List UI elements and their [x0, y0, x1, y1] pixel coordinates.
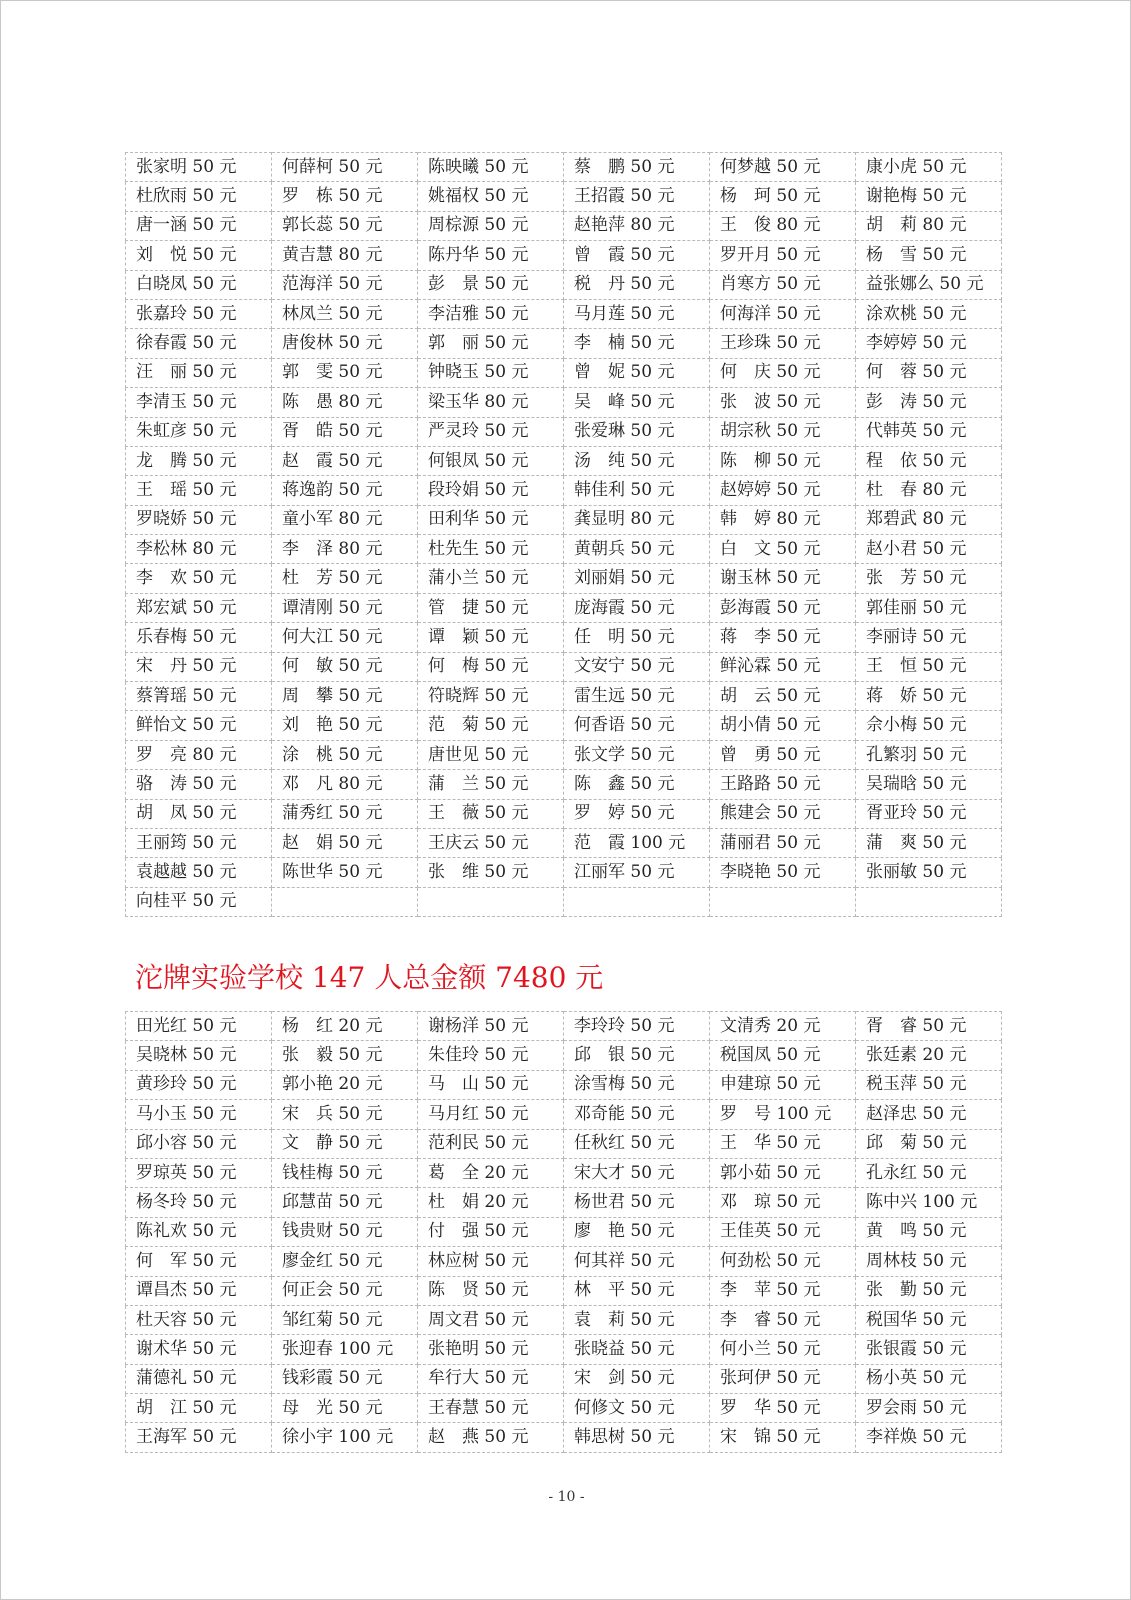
donor-cell: 胡 云 50 元 [710, 682, 856, 711]
donor-cell: 唐世见 50 元 [418, 740, 564, 769]
donor-cell: 杨冬玲 50 元 [126, 1188, 272, 1217]
donor-cell: 雷生远 50 元 [564, 682, 710, 711]
donor-cell: 李清玉 50 元 [126, 388, 272, 417]
donor-cell: 郭小艳 20 元 [272, 1070, 418, 1099]
donor-cell: 程 依 50 元 [856, 446, 1002, 475]
donor-cell: 周林枝 50 元 [856, 1247, 1002, 1276]
donor-cell: 邓奇能 50 元 [564, 1100, 710, 1129]
donor-cell: 曾 霞 50 元 [564, 241, 710, 270]
donor-cell: 田利华 50 元 [418, 505, 564, 534]
donor-cell: 姚福权 50 元 [418, 182, 564, 211]
donor-cell: 林凤兰 50 元 [272, 299, 418, 328]
donor-cell: 杨 红 20 元 [272, 1012, 418, 1041]
donor-cell: 鲜怡文 50 元 [126, 711, 272, 740]
donor-table-2-body [126, 1012, 1002, 1453]
donor-cell: 严灵玲 50 元 [418, 417, 564, 446]
donor-cell: 王珍珠 50 元 [710, 329, 856, 358]
donor-cell: 王丽筠 50 元 [126, 828, 272, 857]
donor-cell: 徐小宇 100 元 [272, 1423, 418, 1452]
donor-cell: 张 波 50 元 [710, 388, 856, 417]
donor-cell: 曾 勇 50 元 [710, 740, 856, 769]
donor-cell: 杜 春 80 元 [856, 476, 1002, 505]
donor-cell: 蒲 爽 50 元 [856, 828, 1002, 857]
donor-cell: 徐春霞 50 元 [126, 329, 272, 358]
donor-cell: 黄珍玲 50 元 [126, 1070, 272, 1099]
donor-cell: 郭长蕊 50 元 [272, 211, 418, 240]
donor-cell [710, 887, 856, 916]
donor-cell: 邓 琼 50 元 [710, 1188, 856, 1217]
donor-cell: 李 睿 50 元 [710, 1305, 856, 1334]
donor-cell: 汤 纯 50 元 [564, 446, 710, 475]
donor-cell: 何 蓉 50 元 [856, 358, 1002, 387]
donor-cell: 林 平 50 元 [564, 1276, 710, 1305]
table-row [126, 211, 1002, 240]
donor-cell: 何 军 50 元 [126, 1247, 272, 1276]
donor-cell: 彭 涛 50 元 [856, 388, 1002, 417]
donor-cell: 蔡 鹏 50 元 [564, 153, 710, 182]
donor-cell: 何正会 50 元 [272, 1276, 418, 1305]
donor-cell: 赵 霞 50 元 [272, 446, 418, 475]
donor-cell: 邹红菊 50 元 [272, 1305, 418, 1334]
donor-cell: 黄 鸣 50 元 [856, 1217, 1002, 1246]
donor-cell: 袁 莉 50 元 [564, 1305, 710, 1334]
donor-cell: 蒋 娇 50 元 [856, 682, 1002, 711]
table-row [126, 446, 1002, 475]
donor-cell: 童小军 80 元 [272, 505, 418, 534]
donor-cell: 李丽诗 50 元 [856, 623, 1002, 652]
donor-cell: 宋 兵 50 元 [272, 1100, 418, 1129]
donor-cell: 韩思树 50 元 [564, 1423, 710, 1452]
donor-cell: 马月红 50 元 [418, 1100, 564, 1129]
donor-cell: 罗 亮 80 元 [126, 740, 272, 769]
donor-cell: 张家明 50 元 [126, 153, 272, 182]
donor-cell: 赵婷婷 50 元 [710, 476, 856, 505]
donor-cell: 张 勤 50 元 [856, 1276, 1002, 1305]
donor-cell: 刘 悦 50 元 [126, 241, 272, 270]
table-row [126, 1129, 1002, 1158]
donor-cell: 郑宏斌 50 元 [126, 593, 272, 622]
table-row [126, 1158, 1002, 1187]
donor-cell: 蔡箐瑶 50 元 [126, 682, 272, 711]
donor-cell: 郭小茹 50 元 [710, 1158, 856, 1187]
donor-cell: 罗 华 50 元 [710, 1394, 856, 1423]
table-row [126, 828, 1002, 857]
donor-cell: 吴晓林 50 元 [126, 1041, 272, 1070]
table-row [126, 1041, 1002, 1070]
section-title: 沱牌实验学校 147 人总金额 7480 元 [135, 961, 604, 994]
donor-cell: 王 俊 80 元 [710, 211, 856, 240]
donor-cell: 胡宗秋 50 元 [710, 417, 856, 446]
donor-cell: 宋大才 50 元 [564, 1158, 710, 1187]
donor-cell: 何梦越 50 元 [710, 153, 856, 182]
donor-table-1 [125, 152, 1002, 917]
donor-cell: 李 苹 50 元 [710, 1276, 856, 1305]
donor-cell: 郭 丽 50 元 [418, 329, 564, 358]
table-row [126, 1188, 1002, 1217]
donor-cell: 何修文 50 元 [564, 1394, 710, 1423]
donor-cell: 杨 雪 50 元 [856, 241, 1002, 270]
donor-cell: 蒲秀红 50 元 [272, 799, 418, 828]
donor-cell: 何大江 50 元 [272, 623, 418, 652]
donor-cell: 文安宁 50 元 [564, 652, 710, 681]
donor-cell: 葛 全 20 元 [418, 1158, 564, 1187]
donor-cell: 杜欣雨 50 元 [126, 182, 272, 211]
table-row [126, 329, 1002, 358]
donor-cell: 袁越越 50 元 [126, 858, 272, 887]
donor-cell: 何 敏 50 元 [272, 652, 418, 681]
donor-cell: 周文君 50 元 [418, 1305, 564, 1334]
donor-cell: 杨世君 50 元 [564, 1188, 710, 1217]
donor-cell: 张文学 50 元 [564, 740, 710, 769]
donor-cell: 胡 江 50 元 [126, 1394, 272, 1423]
donor-cell: 罗开月 50 元 [710, 241, 856, 270]
donor-cell: 朱虹彦 50 元 [126, 417, 272, 446]
table-row [126, 1217, 1002, 1246]
table-row [126, 1335, 1002, 1364]
table-row [126, 388, 1002, 417]
donor-cell: 罗琼英 50 元 [126, 1158, 272, 1187]
donor-cell: 张珂伊 50 元 [710, 1364, 856, 1393]
donor-cell: 田光红 50 元 [126, 1012, 272, 1041]
donor-cell: 胥 睿 50 元 [856, 1012, 1002, 1041]
donor-cell: 蒲丽君 50 元 [710, 828, 856, 857]
donor-cell: 李 欢 50 元 [126, 564, 272, 593]
donor-cell: 谢玉林 50 元 [710, 564, 856, 593]
donor-cell: 宋 锦 50 元 [710, 1423, 856, 1452]
table-row [126, 564, 1002, 593]
donor-cell: 申建琼 50 元 [710, 1070, 856, 1099]
donor-cell: 张晓益 50 元 [564, 1335, 710, 1364]
donor-cell: 李洁雅 50 元 [418, 299, 564, 328]
donor-cell: 蒋 李 50 元 [710, 623, 856, 652]
donor-cell: 胥 皓 50 元 [272, 417, 418, 446]
donor-cell: 段玲娟 50 元 [418, 476, 564, 505]
donor-cell: 郭 雯 50 元 [272, 358, 418, 387]
donor-cell: 谭清刚 50 元 [272, 593, 418, 622]
donor-cell: 杜先生 50 元 [418, 535, 564, 564]
donor-cell: 罗会雨 50 元 [856, 1394, 1002, 1423]
donor-cell: 杨小英 50 元 [856, 1364, 1002, 1393]
donor-cell: 郭佳丽 50 元 [856, 593, 1002, 622]
donor-cell: 罗 婷 50 元 [564, 799, 710, 828]
donor-cell: 谢杨洋 50 元 [418, 1012, 564, 1041]
donor-cell: 何小兰 50 元 [710, 1335, 856, 1364]
table-row [126, 270, 1002, 299]
donor-cell: 周 攀 50 元 [272, 682, 418, 711]
donor-cell: 彭海霞 50 元 [710, 593, 856, 622]
donor-cell: 佘小梅 50 元 [856, 711, 1002, 740]
donor-cell: 张嘉玲 50 元 [126, 299, 272, 328]
donor-cell: 黄吉慧 80 元 [272, 241, 418, 270]
table-row [126, 682, 1002, 711]
donor-cell: 蒋逸韵 50 元 [272, 476, 418, 505]
donor-cell: 白晓凤 50 元 [126, 270, 272, 299]
donor-cell: 唐俊林 50 元 [272, 329, 418, 358]
donor-cell: 王 华 50 元 [710, 1129, 856, 1158]
donor-cell: 张迎春 100 元 [272, 1335, 418, 1364]
donor-cell: 罗 号 100 元 [710, 1100, 856, 1129]
donor-cell: 涂雪梅 50 元 [564, 1070, 710, 1099]
donor-cell: 王 薇 50 元 [418, 799, 564, 828]
donor-cell: 何劲松 50 元 [710, 1247, 856, 1276]
donor-cell: 韩佳利 50 元 [564, 476, 710, 505]
donor-cell: 赵泽忠 50 元 [856, 1100, 1002, 1129]
donor-cell: 何薛柯 50 元 [272, 153, 418, 182]
donor-cell: 王海军 50 元 [126, 1423, 272, 1452]
donor-cell: 胡 凤 50 元 [126, 799, 272, 828]
donor-cell: 吴 峰 50 元 [564, 388, 710, 417]
donor-cell: 孔永红 50 元 [856, 1158, 1002, 1187]
donor-cell: 任 明 50 元 [564, 623, 710, 652]
donor-cell: 赵 娟 50 元 [272, 828, 418, 857]
table-row [126, 1423, 1002, 1452]
donor-cell: 邱小容 50 元 [126, 1129, 272, 1158]
donor-cell: 张艳明 50 元 [418, 1335, 564, 1364]
donor-cell: 代韩英 50 元 [856, 417, 1002, 446]
table-row [126, 1305, 1002, 1334]
table-row [126, 1070, 1002, 1099]
donor-cell: 吴瑞晗 50 元 [856, 770, 1002, 799]
donor-cell: 税国华 50 元 [856, 1305, 1002, 1334]
donor-cell: 邱 银 50 元 [564, 1041, 710, 1070]
table-row [126, 1100, 1002, 1129]
table-row [126, 358, 1002, 387]
donor-cell: 何 梅 50 元 [418, 652, 564, 681]
table-row [126, 887, 1002, 916]
donor-cell: 张 芳 50 元 [856, 564, 1002, 593]
donor-cell: 朱佳玲 50 元 [418, 1041, 564, 1070]
table-row [126, 711, 1002, 740]
donor-cell: 付 强 50 元 [418, 1217, 564, 1246]
donor-cell: 何 庆 50 元 [710, 358, 856, 387]
donor-cell [856, 887, 1002, 916]
donor-cell: 何其祥 50 元 [564, 1247, 710, 1276]
donor-cell: 罗 栋 50 元 [272, 182, 418, 211]
donor-cell: 钱桂梅 50 元 [272, 1158, 418, 1187]
donor-cell: 彭 景 50 元 [418, 270, 564, 299]
donor-cell: 李松林 80 元 [126, 535, 272, 564]
table-row [126, 182, 1002, 211]
donor-cell: 李祥焕 50 元 [856, 1423, 1002, 1452]
donor-cell: 范 菊 50 元 [418, 711, 564, 740]
donor-cell: 白 文 50 元 [710, 535, 856, 564]
donor-cell: 胥亚玲 50 元 [856, 799, 1002, 828]
donor-cell: 钱贵财 50 元 [272, 1217, 418, 1246]
donor-cell: 陈 鑫 50 元 [564, 770, 710, 799]
donor-cell: 熊建会 50 元 [710, 799, 856, 828]
donor-cell: 向桂平 50 元 [126, 887, 272, 916]
table-row [126, 593, 1002, 622]
donor-cell: 黄朝兵 50 元 [564, 535, 710, 564]
donor-cell: 庞海霞 50 元 [564, 593, 710, 622]
donor-cell: 宋 丹 50 元 [126, 652, 272, 681]
donor-cell: 张廷素 20 元 [856, 1041, 1002, 1070]
donor-cell: 赵小君 50 元 [856, 535, 1002, 564]
donor-cell: 王庆云 50 元 [418, 828, 564, 857]
donor-cell: 肖寒方 50 元 [710, 270, 856, 299]
donor-cell: 李玲玲 50 元 [564, 1012, 710, 1041]
donor-cell: 范海洋 50 元 [272, 270, 418, 299]
donor-table-2 [125, 1011, 1002, 1453]
donor-cell: 陈映曦 50 元 [418, 153, 564, 182]
donor-cell: 杜 芳 50 元 [272, 564, 418, 593]
donor-cell: 陈 愚 80 元 [272, 388, 418, 417]
donor-cell: 李婷婷 50 元 [856, 329, 1002, 358]
donor-cell: 涂欢桃 50 元 [856, 299, 1002, 328]
donor-cell: 王招霞 50 元 [564, 182, 710, 211]
donor-cell: 刘 艳 50 元 [272, 711, 418, 740]
donor-cell: 陈世华 50 元 [272, 858, 418, 887]
donor-cell: 王路路 50 元 [710, 770, 856, 799]
donor-cell: 乐春梅 50 元 [126, 623, 272, 652]
table-row [126, 417, 1002, 446]
donor-cell: 谢艳梅 50 元 [856, 182, 1002, 211]
donor-cell: 王 恒 50 元 [856, 652, 1002, 681]
donor-cell: 陈 贤 50 元 [418, 1276, 564, 1305]
page-number: - 10 - [548, 1489, 585, 1505]
table-row [126, 623, 1002, 652]
table-row [126, 505, 1002, 534]
donor-cell: 骆 涛 50 元 [126, 770, 272, 799]
donor-cell: 杜 娟 20 元 [418, 1188, 564, 1217]
table-row [126, 858, 1002, 887]
donor-cell: 龙 腾 50 元 [126, 446, 272, 475]
donor-cell: 马小玉 50 元 [126, 1100, 272, 1129]
donor-cell: 陈礼欢 50 元 [126, 1217, 272, 1246]
donor-cell: 罗晓娇 50 元 [126, 505, 272, 534]
table-row [126, 1394, 1002, 1423]
donor-cell: 鲜沁霖 50 元 [710, 652, 856, 681]
donor-cell: 符晓辉 50 元 [418, 682, 564, 711]
donor-cell: 马 山 50 元 [418, 1070, 564, 1099]
donor-cell: 益张娜么 50 元 [856, 270, 1002, 299]
donor-cell: 任秋红 50 元 [564, 1129, 710, 1158]
donor-cell: 张 维 50 元 [418, 858, 564, 887]
donor-cell: 母 光 50 元 [272, 1394, 418, 1423]
donor-cell: 牟行大 50 元 [418, 1364, 564, 1393]
donor-cell: 蒲 兰 50 元 [418, 770, 564, 799]
donor-cell: 涂 桃 50 元 [272, 740, 418, 769]
donor-cell [564, 887, 710, 916]
table-row [126, 1276, 1002, 1305]
donor-cell: 赵 燕 50 元 [418, 1423, 564, 1452]
table-row [126, 1247, 1002, 1276]
donor-cell: 孔繁羽 50 元 [856, 740, 1002, 769]
table-row [126, 740, 1002, 769]
donor-cell: 陈中兴 100 元 [856, 1188, 1002, 1217]
donor-cell: 何香语 50 元 [564, 711, 710, 740]
table-row [126, 770, 1002, 799]
table-row [126, 153, 1002, 182]
donor-cell: 范 霞 100 元 [564, 828, 710, 857]
donor-cell: 王春慧 50 元 [418, 1394, 564, 1423]
table-row [126, 799, 1002, 828]
donor-cell: 周棕源 50 元 [418, 211, 564, 240]
donor-cell: 张银霞 50 元 [856, 1335, 1002, 1364]
donor-cell: 张丽敏 50 元 [856, 858, 1002, 887]
donor-cell: 汪 丽 50 元 [126, 358, 272, 387]
donor-cell: 林应树 50 元 [418, 1247, 564, 1276]
donor-cell: 李晓艳 50 元 [710, 858, 856, 887]
donor-cell: 范利民 50 元 [418, 1129, 564, 1158]
donor-cell: 唐一涵 50 元 [126, 211, 272, 240]
donor-cell: 蒲德礼 50 元 [126, 1364, 272, 1393]
donor-cell: 曾 妮 50 元 [564, 358, 710, 387]
donor-cell: 钟晓玉 50 元 [418, 358, 564, 387]
donor-cell [272, 887, 418, 916]
donor-cell: 钱彩霞 50 元 [272, 1364, 418, 1393]
donor-cell: 杨 珂 50 元 [710, 182, 856, 211]
donor-cell: 税 丹 50 元 [564, 270, 710, 299]
table-row [126, 476, 1002, 505]
donor-cell: 廖金红 50 元 [272, 1247, 418, 1276]
donor-cell: 李 楠 50 元 [564, 329, 710, 358]
table-row [126, 652, 1002, 681]
donor-cell: 杜天容 50 元 [126, 1305, 272, 1334]
donor-cell: 谭 颖 50 元 [418, 623, 564, 652]
donor-cell: 税玉萍 50 元 [856, 1070, 1002, 1099]
table-row [126, 241, 1002, 270]
donor-cell: 王佳英 50 元 [710, 1217, 856, 1246]
donor-cell: 陈 柳 50 元 [710, 446, 856, 475]
donor-cell: 陈丹华 50 元 [418, 241, 564, 270]
donor-cell: 税国凤 50 元 [710, 1041, 856, 1070]
table-row [126, 535, 1002, 564]
donor-cell: 刘丽娟 50 元 [564, 564, 710, 593]
donor-cell [418, 887, 564, 916]
donor-cell: 管 捷 50 元 [418, 593, 564, 622]
donor-cell: 胡小倩 50 元 [710, 711, 856, 740]
donor-cell: 文 静 50 元 [272, 1129, 418, 1158]
donor-cell: 马月莲 50 元 [564, 299, 710, 328]
donor-cell: 宋 剑 50 元 [564, 1364, 710, 1393]
donor-cell: 邱慧苗 50 元 [272, 1188, 418, 1217]
donor-cell: 江丽军 50 元 [564, 858, 710, 887]
table-row [126, 299, 1002, 328]
donor-cell: 龚显明 80 元 [564, 505, 710, 534]
donor-cell: 邓 凡 80 元 [272, 770, 418, 799]
donor-cell: 张 毅 50 元 [272, 1041, 418, 1070]
donor-cell: 何银凤 50 元 [418, 446, 564, 475]
donor-cell: 张爱琳 50 元 [564, 417, 710, 446]
donor-cell: 谢术华 50 元 [126, 1335, 272, 1364]
donor-cell: 何海洋 50 元 [710, 299, 856, 328]
donor-cell: 胡 莉 80 元 [856, 211, 1002, 240]
donor-cell: 文清秀 20 元 [710, 1012, 856, 1041]
donor-cell: 梁玉华 80 元 [418, 388, 564, 417]
table-row [126, 1364, 1002, 1393]
donor-table-1-body [126, 153, 1002, 917]
donor-cell: 邱 菊 50 元 [856, 1129, 1002, 1158]
donor-cell: 郑碧武 80 元 [856, 505, 1002, 534]
donor-cell: 赵艳萍 80 元 [564, 211, 710, 240]
donor-cell: 廖 艳 50 元 [564, 1217, 710, 1246]
donor-cell: 韩 婷 80 元 [710, 505, 856, 534]
table-row [126, 1012, 1002, 1041]
donor-cell: 康小虎 50 元 [856, 153, 1002, 182]
donor-cell: 王 瑶 50 元 [126, 476, 272, 505]
donor-cell: 李 泽 80 元 [272, 535, 418, 564]
donor-cell: 蒲小兰 50 元 [418, 564, 564, 593]
donor-cell: 谭昌杰 50 元 [126, 1276, 272, 1305]
